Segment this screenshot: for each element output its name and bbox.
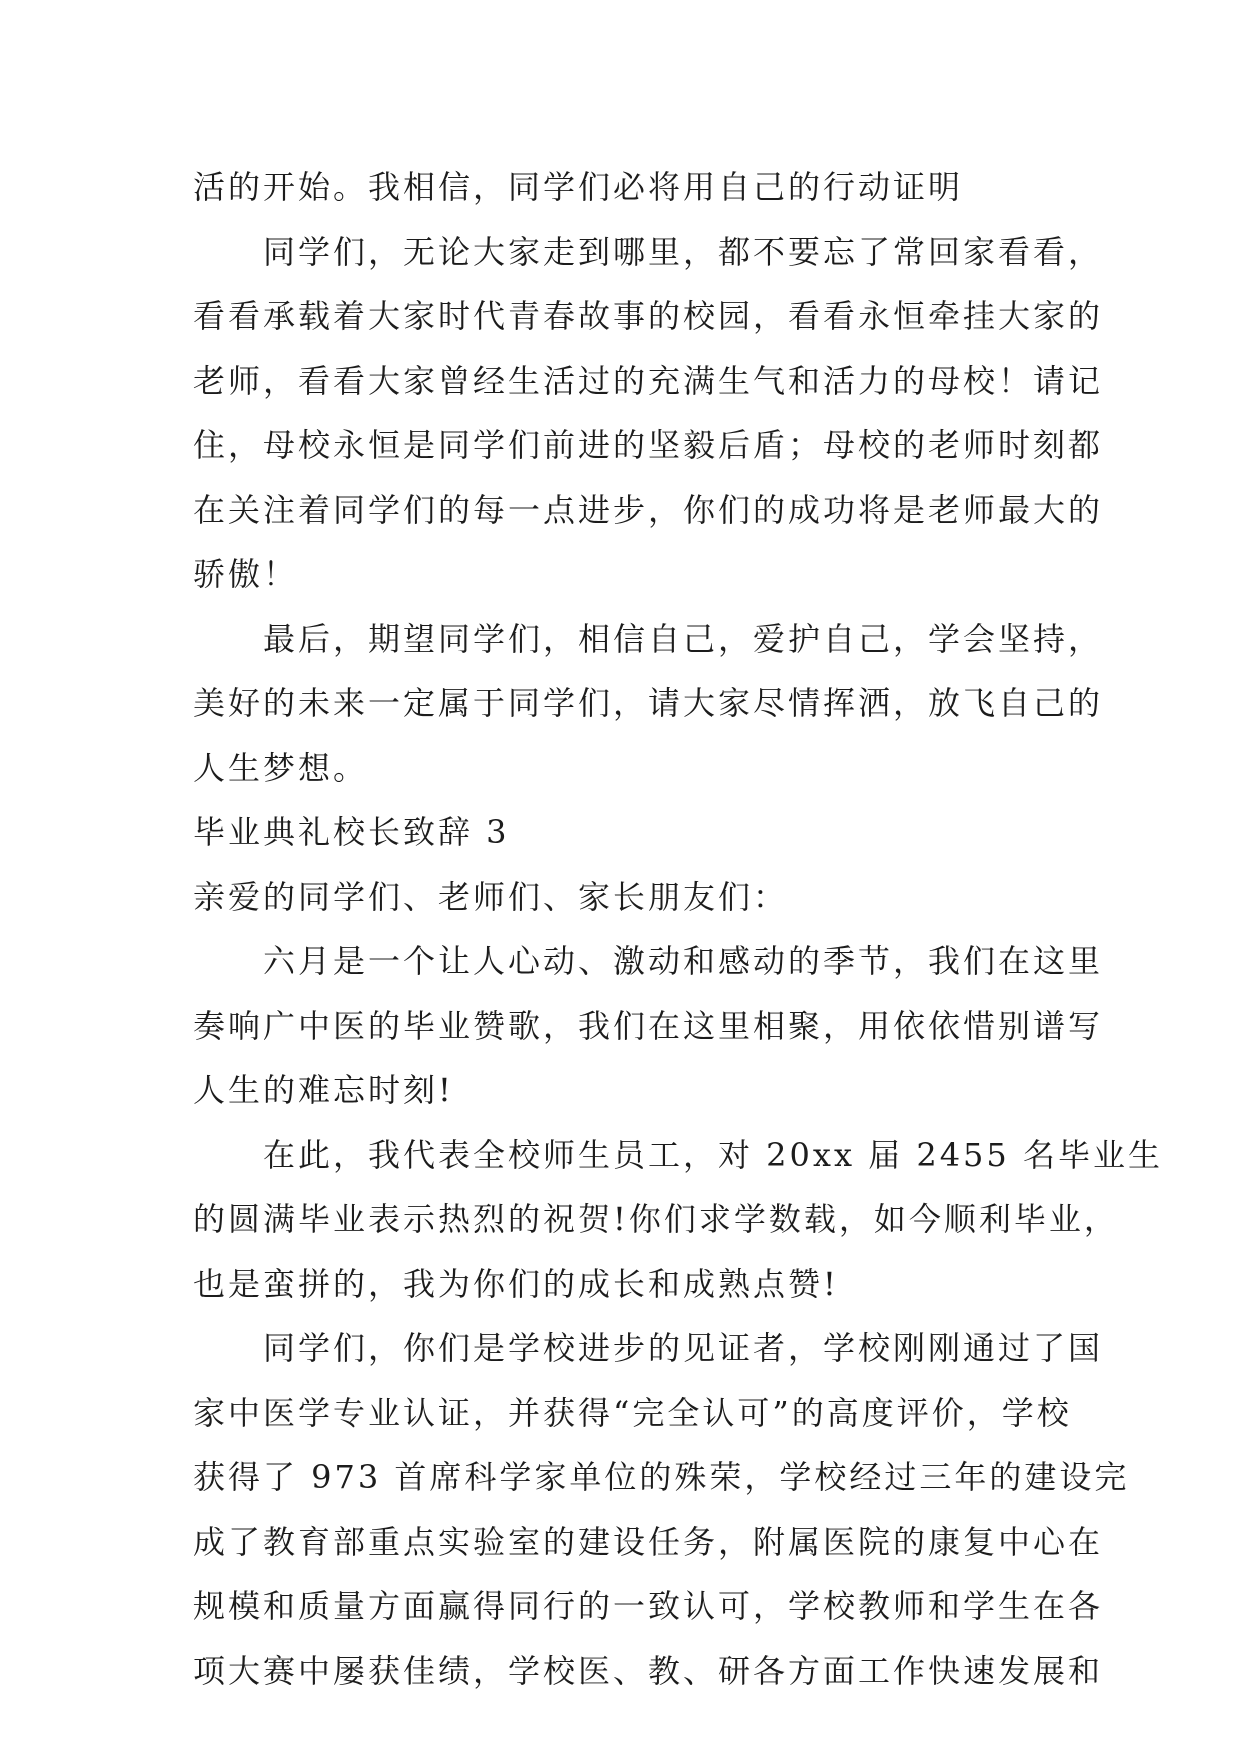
- text-line: 活的开始。我相信，同学们必将用自己的行动证明: [193, 168, 964, 206]
- text-line: 获得了 973 首席科学家单位的殊荣，学校经过三年的建设完: [193, 1458, 1130, 1496]
- text-line: 亲爱的同学们、老师们、家长朋友们：: [193, 877, 789, 916]
- text-line: 看看承载着大家时代青春故事的校园，看看永恒牵挂大家的: [193, 297, 1104, 335]
- text-line: 同学们，无论大家走到哪里，都不要忘了常回家看看，: [263, 232, 1104, 271]
- text-line: 老师，看看大家曾经生活过的充满生气和活力的母校！请记: [193, 361, 1104, 400]
- text-line: 规模和质量方面赢得同行的一致认可，学校教师和学生在各: [193, 1587, 1104, 1625]
- text-line: 的圆满毕业表示热烈的祝贺!你们求学数载，如今顺利毕业，: [193, 1200, 1119, 1238]
- text-line: 骄傲！: [193, 555, 299, 593]
- document-body: [193, 155, 1163, 1703]
- text-line: 最后，期望同学们，相信自己，爱护自己，学会坚持，: [263, 619, 1104, 658]
- text-line: 在关注着同学们的每一点进步，你们的成功将是老师最大的: [193, 490, 1104, 529]
- text-line: 人生梦想。: [193, 748, 369, 787]
- text-line: 也是蛮拼的，我为你们的成长和成熟点赞!: [193, 1264, 839, 1303]
- text-line: 项大赛中屡获佳绩，学校医、教、研各方面工作快速发展和: [193, 1651, 1104, 1690]
- text-line: 成了教育部重点实验室的建设任务，附属医院的康复中心在: [193, 1522, 1104, 1561]
- text-line: 六月是一个让人心动、激动和感动的季节，我们在这里: [263, 942, 1104, 980]
- text-line: 毕业典礼校长致辞 3: [193, 813, 510, 851]
- text-line: 奏响广中医的毕业赞歌，我们在这里相聚，用依依惜别谱写: [193, 1006, 1104, 1045]
- text-line: 美好的未来一定属于同学们，请大家尽情挥洒，放飞自己的: [193, 684, 1104, 722]
- text-line: 家中医学专业认证，并获得“完全认可”的高度评价，学校: [193, 1393, 1072, 1432]
- text-line: 同学们，你们是学校进步的见证者，学校刚刚通过了国: [263, 1329, 1104, 1367]
- text-line: 在此，我代表全校师生员工，对 20xx 届 2455 名毕业生: [263, 1135, 1163, 1174]
- text-line: 人生的难忘时刻!: [193, 1071, 454, 1109]
- text-line: 住，母校永恒是同学们前进的坚毅后盾；母校的老师时刻都: [193, 426, 1104, 464]
